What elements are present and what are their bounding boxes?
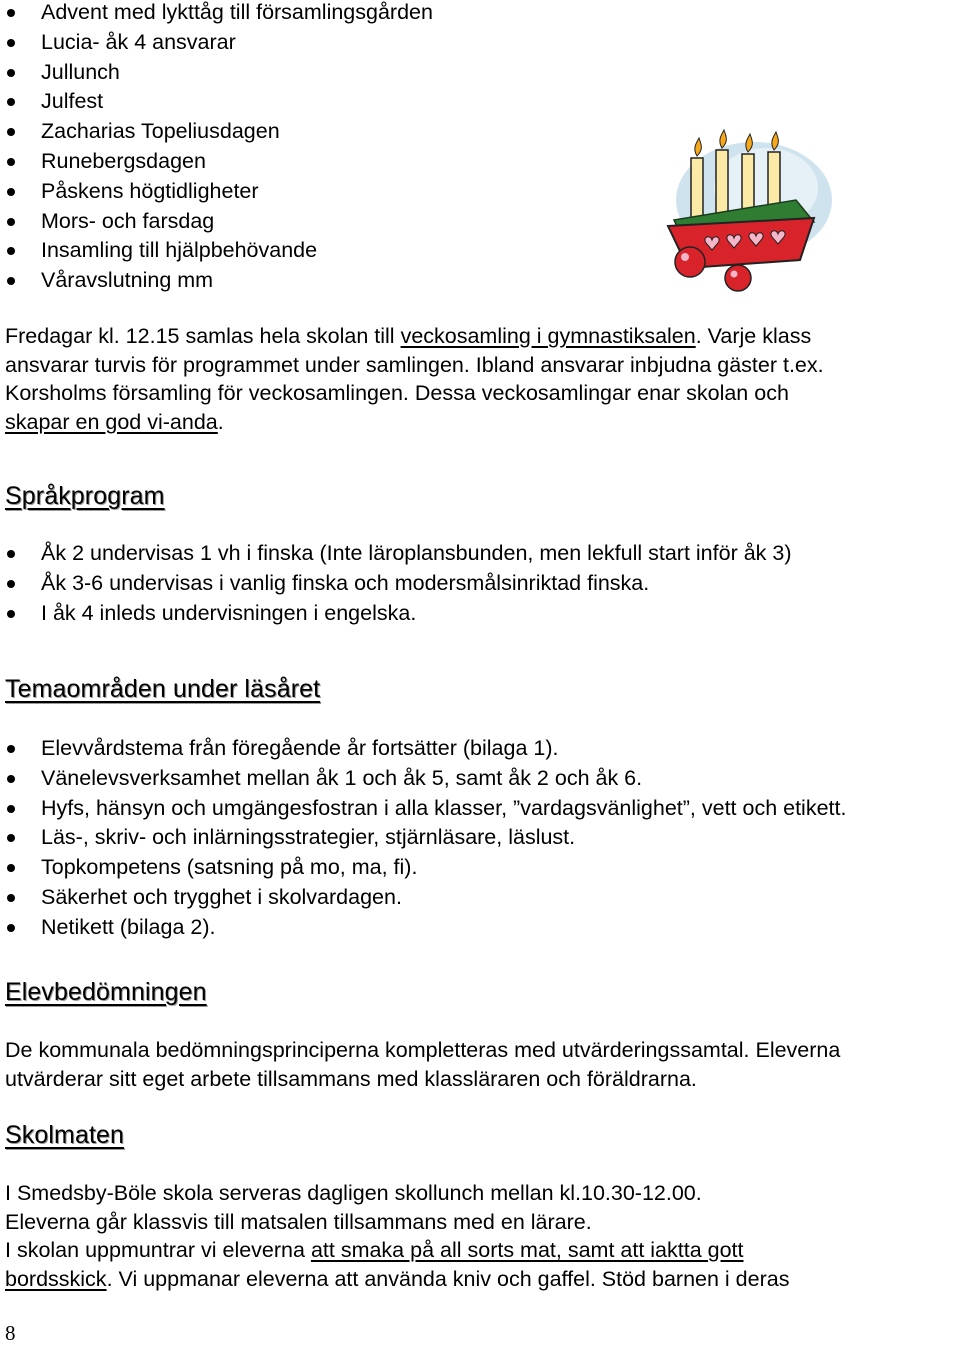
list-item: Mors- och farsdag [0,207,433,237]
skolmaten-paragraph [5,1179,960,1293]
list-item: Vänelevsverksamhet mellan åk 1 och åk 5, samt åk 2 och åk 6. [0,764,846,794]
paragraph-line: ansvarar turvis för programmet under samlingen. Ibland ansvarar inbjudna gäster t.ex. [5,352,824,377]
section-heading-sprakprogram: Språkprogram [5,482,165,510]
list-item: I åk 4 inleds undervisningen i engelska. [0,599,792,629]
list-item: Netikett (bilaga 2). [0,913,846,943]
text-run: Fredagar kl. 12.15 samlas hela skolan till [5,324,401,348]
elevbedomningen-paragraph [5,1036,960,1093]
paragraph-line: utvärderar sitt eget arbete tillsammans med klassläraren och föräldrarna. [5,1066,697,1091]
list-item: Topkompetens (satsning på mo, ma, fi). [0,853,846,883]
text-run: I skolan uppmuntrar vi eleverna [5,1238,311,1263]
text-run: . Vi uppmanar eleverna att använda kniv och gaffel. Stöd barnen i deras [106,1266,790,1291]
underlined-phrase: att smaka på all sorts mat, samt att iaktta gott [310,1238,744,1263]
sprakprogram-list [0,539,792,628]
advent-candle-wreath-icon [646,128,834,294]
list-item: Påskens högtidligheter [0,177,433,207]
list-item: Julfest [0,87,433,117]
list-item: Åk 2 undervisas 1 vh i finska (Inte läroplansbunden, men lekfull start inför åk 3) [0,539,792,569]
paragraph-line: De kommunala bedömningsprinciperna kompletteras med utvärderingssamtal. Eleverna [5,1038,841,1062]
list-item: Åk 3-6 undervisas i vanlig finska och modersmålsinriktad finska. [0,569,792,599]
list-item: Lucia- åk 4 ansvarar [0,28,433,58]
list-item: Runebergsdagen [0,147,433,177]
page-number: 8 [5,1321,16,1345]
paragraph-line [5,322,960,351]
list-item: Våravslutning mm [0,266,433,296]
list-item: Läs-, skriv- och inlärningsstrategier, stjärnläsare, läslust. [0,823,846,853]
paragraph-line [5,408,960,437]
section-heading-temaomraden: Temaområden under läsåret [5,675,321,703]
veckosamling-paragraph [5,322,960,436]
list-item: Säkerhet och trygghet i skolvardagen. [0,883,846,913]
text-run: . [217,409,224,434]
list-item: Elevvårdstema från föregående år fortsätter (bilaga 1). [0,734,846,764]
list-item: Zacharias Topeliusdagen [0,117,433,147]
underlined-phrase: skapar en god vi-anda [5,409,218,434]
paragraph-line: I Smedsby-Böle skola serveras dagligen skollunch mellan kl.10.30-12.00. [5,1181,702,1205]
list-item: Jullunch [0,58,433,88]
paragraph-line: Eleverna går klassvis till matsalen tillsammans med en lärare. [5,1209,592,1234]
text-run: . Varje klass [695,324,812,348]
section-heading-skolmaten: Skolmaten [5,1121,125,1149]
section-heading-elevbedomningen: Elevbedömningen [5,978,207,1006]
paragraph-line [5,1265,960,1294]
underlined-phrase: bordsskick [5,1266,107,1291]
paragraph-line [5,1236,960,1265]
paragraph-line: Korsholms församling för veckosamlingen. Dessa veckosamlingar enar skolan och [5,381,789,406]
events-list [0,0,433,296]
list-item: Hyfs, hänsyn och umgängesfostran i alla klasser, ”vardagsvänlighet”, vett och etikett. [0,794,846,824]
list-item: Advent med lykttåg till församlingsgården [0,0,433,28]
underlined-phrase: veckosamling i gymnastiksalen [400,324,696,348]
temaomraden-list [0,734,846,943]
list-item: Insamling till hjälpbehövande [0,236,433,266]
